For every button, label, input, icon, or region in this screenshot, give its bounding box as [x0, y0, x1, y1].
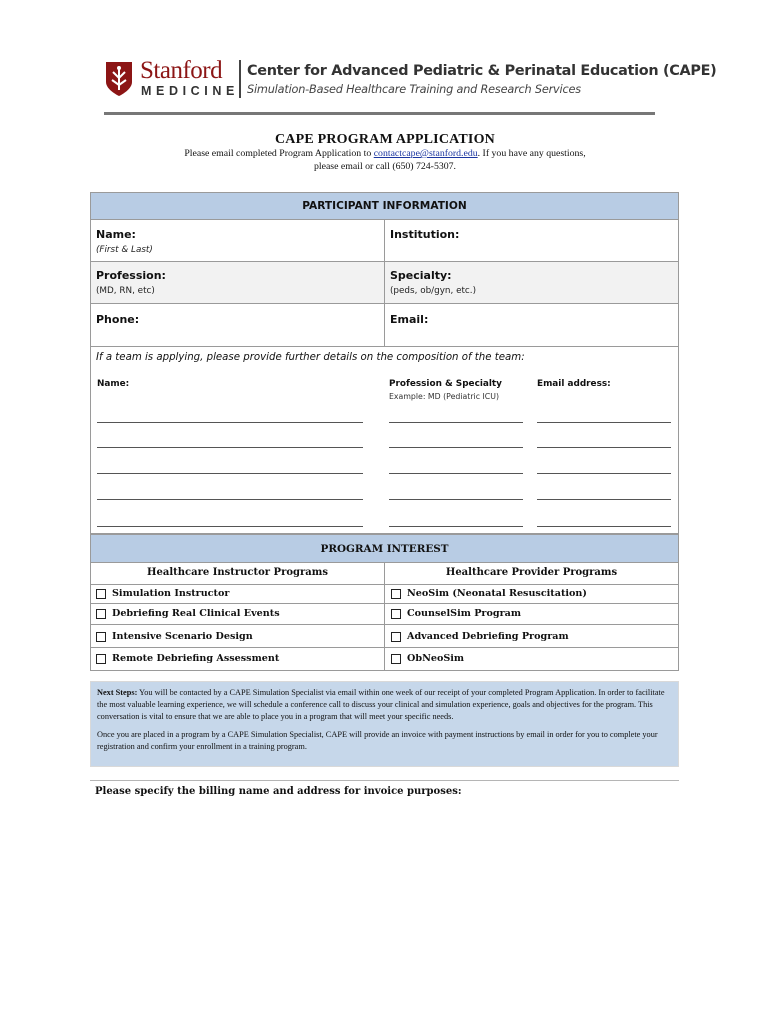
billing-label: Please specify the billing name and address for invoice purposes:: [95, 786, 462, 797]
column-divider: [384, 562, 385, 670]
next-steps-box: [90, 681, 679, 767]
checkbox-icon[interactable]: [391, 654, 401, 664]
phone-field[interactable]: [91, 304, 384, 346]
checkbox-label: NeoSim (Neonatal Resuscitation): [407, 588, 587, 599]
logo-medicine: MEDICINE: [141, 84, 239, 98]
logo-wordmark: Stanford: [140, 57, 223, 84]
institution-field[interactable]: [385, 220, 678, 261]
team-note: If a team is applying, please provide further details on the composition of the team:: [96, 352, 525, 363]
stanford-seal-icon: [104, 60, 134, 98]
center-name: Center for Advanced Pediatric & Perinatal Education (CAPE): [247, 63, 717, 79]
team-col-name: Name:: [97, 379, 130, 389]
instructor-programs-heading: Healthcare Instructor Programs: [147, 567, 328, 578]
team-name-blank[interactable]: [97, 422, 363, 423]
team-profession-blank[interactable]: [389, 499, 523, 500]
checkbox-icon[interactable]: [96, 632, 106, 642]
team-name-blank[interactable]: [97, 473, 363, 474]
team-col-profession-example: Example: MD (Pediatric ICU): [389, 392, 499, 401]
profession-hint: (MD, RN, etc): [96, 286, 155, 296]
checkbox-label: Intensive Scenario Design: [112, 631, 253, 642]
checkbox-label: Debriefing Real Clinical Events: [112, 608, 280, 619]
checkbox-icon[interactable]: [391, 632, 401, 642]
email-field[interactable]: [385, 304, 678, 346]
team-name-blank[interactable]: [97, 499, 363, 500]
checkbox-label: Simulation Instructor: [112, 588, 230, 599]
instructions-line-1: [0, 148, 770, 159]
specialty-label: Specialty:: [390, 269, 452, 282]
participant-info-header: PARTICIPANT INFORMATION: [91, 193, 678, 220]
team-email-blank[interactable]: [537, 422, 671, 423]
team-name-blank[interactable]: [97, 447, 363, 448]
checkbox-icon[interactable]: [96, 654, 106, 664]
row-divider: [91, 624, 678, 625]
instructions-text-after: . If you have any questions,: [477, 148, 586, 159]
team-email-blank[interactable]: [537, 499, 671, 500]
checkbox-icon[interactable]: [96, 589, 106, 599]
phone-label: Phone:: [96, 313, 140, 326]
checkbox-icon[interactable]: [96, 609, 106, 619]
specialty-field[interactable]: [385, 262, 678, 303]
program-interest-header: PROGRAM INTEREST: [91, 535, 678, 563]
row-divider: [91, 584, 678, 585]
row-divider: [91, 603, 678, 604]
team-name-blank[interactable]: [97, 526, 363, 527]
name-hint: (First & Last): [96, 245, 153, 255]
checkbox-label: CounselSim Program: [407, 608, 521, 619]
page-title: CAPE PROGRAM APPLICATION: [275, 132, 495, 147]
profession-label: Profession:: [96, 269, 166, 282]
row-divider: [91, 346, 678, 347]
instructions-text: Please email completed Program Application to: [184, 148, 374, 159]
contact-email-link[interactable]: contactcape@stanford.edu: [373, 148, 478, 159]
checkbox-icon[interactable]: [391, 589, 401, 599]
name-label: Name:: [96, 228, 136, 241]
header-rule: [104, 112, 655, 115]
team-profession-blank[interactable]: [389, 526, 523, 527]
name-field[interactable]: [91, 220, 384, 261]
team-col-profession: Profession & Specialty: [389, 379, 502, 389]
instructions-line-2: please email or call (650) 724-5307.: [313, 161, 456, 172]
team-profession-blank[interactable]: [389, 473, 523, 474]
next-steps-paragraph-2: Once you are placed in a program by a CAPE Simulation Specialist, CAPE will provide an invoice with payment instructions by email in order for you to complete your registration and confirm your enrollment in a training program.: [97, 730, 658, 751]
logo-divider: [239, 60, 241, 98]
checkbox-label: Advanced Debriefing Program: [407, 631, 569, 642]
checkbox-label: Remote Debriefing Assessment: [112, 653, 280, 664]
participant-form: [90, 192, 679, 534]
email-label: Email:: [390, 313, 429, 326]
team-profession-blank[interactable]: [389, 422, 523, 423]
next-steps-text-1: You will be contacted by a CAPE Simulation Specialist via email within one week of our receipt of your completed Program Application. In order to facilitate the most valuable learning experience, we will schedule a conference call to discuss your clinical and simulation experience, goals and objectives for the program. This conversation is vital to ensure that we are able to place you in a program that will meet your specific needs.: [97, 688, 665, 721]
program-interest-table: [90, 534, 679, 671]
checkbox-icon[interactable]: [391, 609, 401, 619]
institution-label: Institution:: [390, 228, 460, 241]
team-col-email: Email address:: [537, 379, 611, 389]
profession-field[interactable]: [91, 262, 384, 303]
team-email-blank[interactable]: [537, 526, 671, 527]
row-divider: [91, 647, 678, 648]
checkbox-label: ObNeoSim: [407, 653, 465, 664]
provider-programs-heading: Healthcare Provider Programs: [445, 567, 618, 578]
section-divider: [90, 780, 679, 781]
next-steps-paragraph-1: [97, 687, 672, 723]
team-email-blank[interactable]: [537, 473, 671, 474]
next-steps-label: Next Steps:: [97, 688, 138, 697]
specialty-hint: (peds, ob/gyn, etc.): [390, 286, 477, 296]
team-email-blank[interactable]: [537, 447, 671, 448]
center-tagline: Simulation-Based Healthcare Training and Research Services: [247, 83, 581, 96]
team-profession-blank[interactable]: [389, 447, 523, 448]
